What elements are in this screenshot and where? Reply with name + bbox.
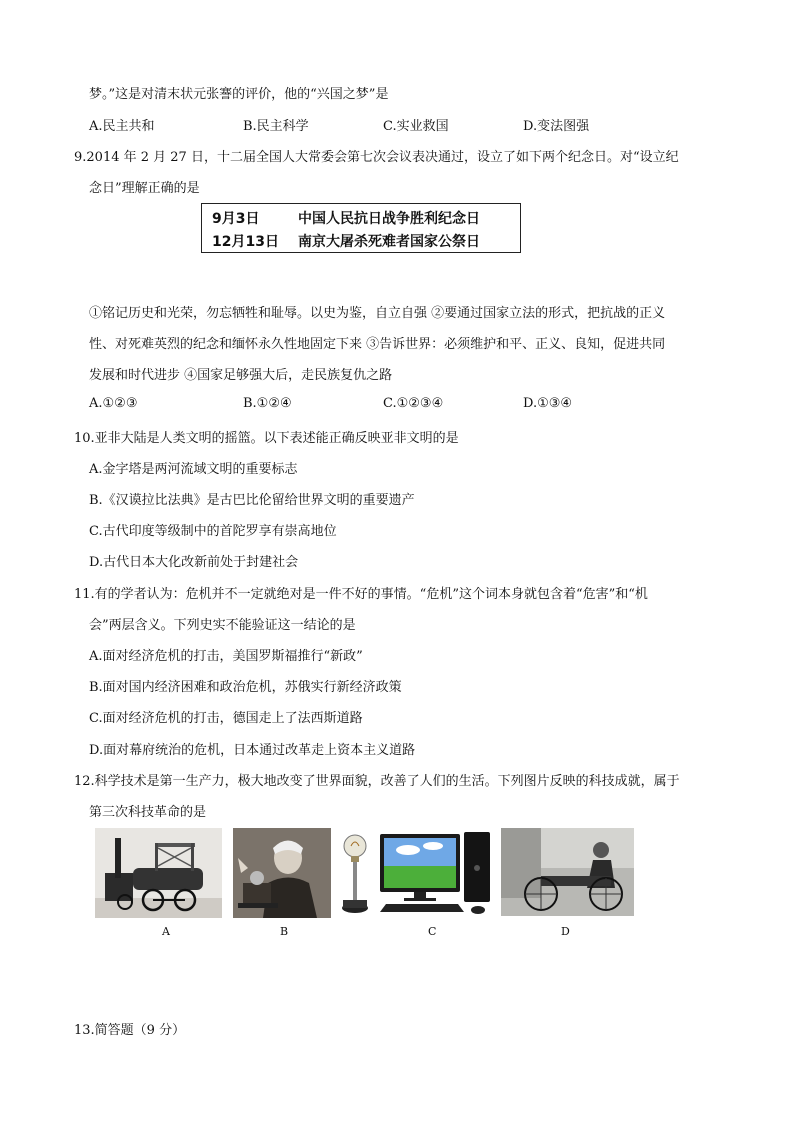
memorial-days-box xyxy=(201,203,521,253)
q9-option-a: A.①②③ xyxy=(89,396,138,411)
q9-option-c: C.①②③④ xyxy=(383,396,444,411)
q11-option-c: C.面对经济危机的打击，德国走上了法西斯道路 xyxy=(89,711,363,726)
q10-option-c: C.古代印度等级制中的首陀罗享有崇高地位 xyxy=(89,524,337,539)
q11-stem-line1: 11.有的学者认为：危机并不一定就绝对是一件不好的事情。“危机”这个词本身就包含着“危害”和“机 xyxy=(74,587,648,602)
inventor-photo-image xyxy=(233,828,331,918)
memorial-day-row xyxy=(212,231,480,251)
lightbulb-icon xyxy=(337,828,373,916)
q9-items-line3: 发展和时代进步 ④国家足够强大后，走民族复仇之路 xyxy=(89,368,393,383)
q11-stem-line2: 会”两层含义。下列史实不能验证这一结论的是 xyxy=(89,618,356,633)
memorial-date: 12月13日 xyxy=(212,234,279,250)
computer-image xyxy=(378,828,494,916)
q9-stem-line1: 9.2014 年 2 月 27 日，十二届全国人大常委会第七次会议表决通过，设立了如下两个纪念日。对“设立纪 xyxy=(74,150,679,165)
q12-stem-line1: 12.科学技术是第一生产力，极大地改变了世界面貌，改善了人们的生活。下列图片反映的科技成就，属于 xyxy=(74,774,680,789)
q9-items-line1: ①铭记历史和光荣，勿忘牺牲和耻辱。以史为鉴，自立自强 ②要通过国家立法的形式，把抗战的正义 xyxy=(89,306,666,321)
q8-option-b: B.民主科学 xyxy=(243,119,309,134)
q12-stem-line2: 第三次科技革命的是 xyxy=(89,805,207,820)
memorial-name: 中国人民抗日战争胜利纪念日 xyxy=(298,211,480,227)
steam-locomotive-image xyxy=(95,828,222,918)
q9-stem-line2: 念日”理解正确的是 xyxy=(89,181,200,196)
q8-option-c: C.实业救国 xyxy=(383,119,449,134)
q11-option-b: B.面对国内经济困难和政治危机，苏俄实行新经济政策 xyxy=(89,680,402,695)
q10-option-a: A.金字塔是两河流域文明的重要标志 xyxy=(89,462,298,477)
q10-option-b: B.《汉谟拉比法典》是古巴比伦留给世界文明的重要遗产 xyxy=(89,493,415,508)
q8-option-d: D.变法图强 xyxy=(523,119,590,134)
intro-line: 梦。”这是对清末状元张謇的评价，他的“兴国之梦”是 xyxy=(89,87,389,102)
q9-items-line2: 性、对死难英烈的纪念和缅怀永久性地固定下来 ③告诉世界：必须维护和平、正义、良知，促进共同 xyxy=(89,337,666,352)
q8-option-a: A.民主共和 xyxy=(89,119,155,134)
picture-caption-c: C xyxy=(428,925,437,938)
q9-option-d: D.①③④ xyxy=(523,396,573,411)
q11-option-a: A.面对经济危机的打击，美国罗斯福推行“新政” xyxy=(89,649,363,664)
memorial-date: 9月3日 xyxy=(212,211,260,227)
q13-stem: 13.简答题（9 分） xyxy=(74,1023,186,1038)
q10-option-d: D.古代日本大化改新前处于封建社会 xyxy=(89,555,299,570)
q9-option-b: B.①②④ xyxy=(243,396,292,411)
picture-caption-b: B xyxy=(280,925,289,938)
memorial-name: 南京大屠杀死难者国家公祭日 xyxy=(298,234,480,250)
picture-caption-d: D xyxy=(561,925,570,938)
q11-option-d: D.面对幕府统治的危机，日本通过改革走上资本主义道路 xyxy=(89,743,416,758)
picture-caption-a: A xyxy=(162,925,170,938)
early-automobile-image xyxy=(501,828,634,916)
q10-stem: 10.亚非大陆是人类文明的摇篮。以下表述能正确反映亚非文明的是 xyxy=(74,431,459,446)
memorial-day-row xyxy=(212,208,480,228)
